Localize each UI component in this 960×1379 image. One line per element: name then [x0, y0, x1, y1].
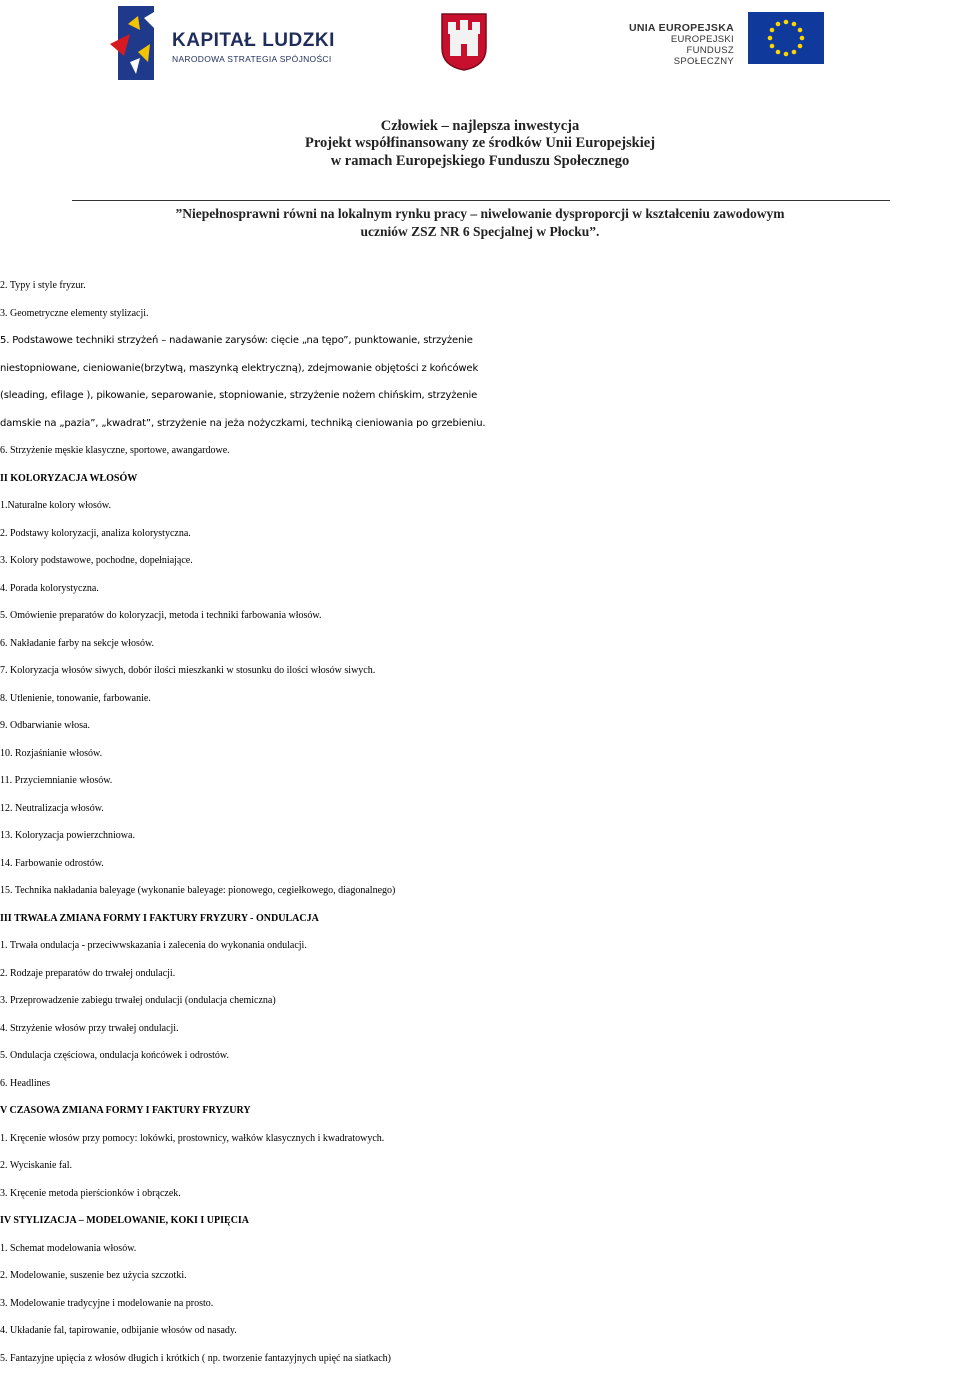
list-item: 2. Wyciskanie fal. — [0, 1160, 72, 1171]
list-item: 5. Ondulacja częściowa, ondulacja końcówek i odrostów. — [0, 1050, 229, 1061]
eu-logo-line2: EUROPEJSKI — [670, 34, 734, 45]
list-item: 1. Trwała ondulacja - przeciwwskazania i zalecenia do wykonania ondulacji. — [0, 940, 307, 951]
list-item: 3. Kręcenie metoda pierścionków i obrączek. — [0, 1187, 181, 1199]
section-heading: II KOLORYZACJA WŁOSÓW — [0, 472, 138, 484]
list-item: 5. Fantazyjne upięcia z włosów długich i krótkich ( np. tworzenie fantazyjnych upięć na siatkach) — [0, 1352, 391, 1364]
list-item: 2. Modelowanie, suszenie bez użycia szczotki. — [0, 1270, 187, 1281]
list-item: 3. Geometryczne elementy stylizacji. — [0, 307, 149, 319]
list-item: 4. Układanie fal, tapirowanie, odbijanie włosów od nasady. — [0, 1325, 237, 1336]
list-item: 5. Podstawowe techniki strzyżeń – nadawanie zarysów: cięcie „na tępo”, punktowanie, strzyżenie — [0, 335, 473, 346]
list-item: 5. Omówienie preparatów do koloryzacji, metoda i techniki farbowania włosów. — [0, 610, 322, 621]
list-item: 7. Koloryzacja włosów siwych, dobór ilości mieszkanki w stosunku do ilości włosów siwych. — [0, 665, 376, 676]
list-item: 13. Koloryzacja powierzchniowa. — [0, 830, 135, 841]
list-item: 3. Przeprowadzenie zabiegu trwałej ondulacji (ondulacja chemiczna) — [0, 995, 276, 1006]
kapital-ludzki-logo — [110, 4, 360, 82]
list-item: 14. Farbowanie odrostów. — [0, 857, 104, 869]
kapital-ludzki-title: KAPITAŁ LUDZKI — [172, 30, 335, 51]
curriculum-content — [0, 272, 960, 1372]
list-item: 4. Porada kolorystyczna. — [0, 582, 99, 594]
eu-flag-icon — [748, 12, 824, 64]
header-divider — [72, 200, 890, 201]
slogan-line: w ramach Europejskiego Funduszu Społecznego — [330, 153, 630, 169]
list-item: 1.Naturalne kolory włosów. — [0, 500, 111, 511]
kapital-ludzki-emblem-icon — [110, 4, 170, 82]
list-item: 2. Typy i style fryzur. — [0, 280, 86, 291]
slogan-line: Projekt współfinansowany ze środków Unii Europejskiej — [304, 135, 656, 151]
list-item: niestopniowane, cieniowanie(brzytwą, maszynką elektryczną), zdejmowanie objętości z końcówek — [0, 362, 479, 374]
slogan-line: Człowiek – najlepsza inwestycja — [380, 118, 580, 134]
list-item: 12. Neutralizacja włosów. — [0, 802, 104, 814]
list-item: 11. Przyciemnianie włosów. — [0, 775, 113, 786]
list-item: 15. Technika nakładania baleyage (wykonanie baleyage: pionowego, cegiełkowego, diagonalnego) — [0, 885, 396, 896]
project-title-line: uczniów ZSZ NR 6 Specjalnej w Płocku”. — [360, 224, 600, 239]
list-item: 10. Rozjaśnianie włosów. — [0, 747, 103, 759]
document-header — [0, 0, 960, 250]
list-item: 1. Schemat modelowania włosów. — [0, 1242, 137, 1254]
section-heading: V CZASOWA ZMIANA FORMY I FAKTURY FRYZURY — [0, 1105, 251, 1116]
section-heading: IV STYLIZACJA – MODELOWANIE, KOKI I UPIĘCIA — [0, 1215, 250, 1226]
list-item: 6. Strzyżenie męskie klasyczne, sportowe, awangardowe. — [0, 445, 230, 456]
eu-logo-line1: UNIA EUROPEJSKA — [628, 22, 734, 34]
list-item: 3. Kolory podstawowe, pochodne, dopełniające. — [0, 555, 193, 566]
list-item: (sleading, efilage ), pikowanie, separowanie, stopniowanie, strzyżenie nożem chińskim, strzyżenie — [0, 390, 478, 401]
list-item: 3. Modelowanie tradycyjne i modelowanie na prosto. — [0, 1297, 214, 1309]
plock-coat-of-arms-icon — [440, 12, 488, 72]
eu-social-fund-logo — [610, 8, 830, 72]
list-item: damskie na „pazia”, „kwadrat”, strzyżenie na jeża nożyczkami, techniką cieniowania po grzebieniu. — [0, 417, 486, 429]
list-item: 2. Rodzaje preparatów do trwałej ondulacji. — [0, 967, 176, 979]
list-item: 6. Nakładanie farby na sekcje włosów. — [0, 637, 155, 649]
project-title-line: ”Niepełnosprawni równi na lokalnym rynku pracy – niwelowanie dysproporcji w kształceniu zawodowym — [175, 206, 785, 221]
list-item: 9. Odbarwianie włosa. — [0, 720, 90, 731]
list-item: 8. Utlenienie, tonowanie, farbowanie. — [0, 692, 151, 704]
eu-logo-line3: FUNDUSZ SPOŁECZNY — [673, 45, 734, 67]
kapital-ludzki-subtitle: NARODOWA STRATEGIA SPÓJNOŚCI — [172, 54, 332, 64]
list-item: 1. Kręcenie włosów przy pomocy: lokówki, prostownicy, wałków klasycznych i kwadratowych. — [0, 1132, 385, 1144]
list-item: 6. Headlines — [0, 1077, 50, 1089]
list-item: 2. Podstawy koloryzacji, analiza kolorystyczna. — [0, 527, 191, 539]
list-item: 4. Strzyżenie włosów przy trwałej ondulacji. — [0, 1022, 179, 1034]
section-heading: III TRWAŁA ZMIANA FORMY I FAKTURY FRYZURY - ONDULACJA — [0, 912, 319, 924]
